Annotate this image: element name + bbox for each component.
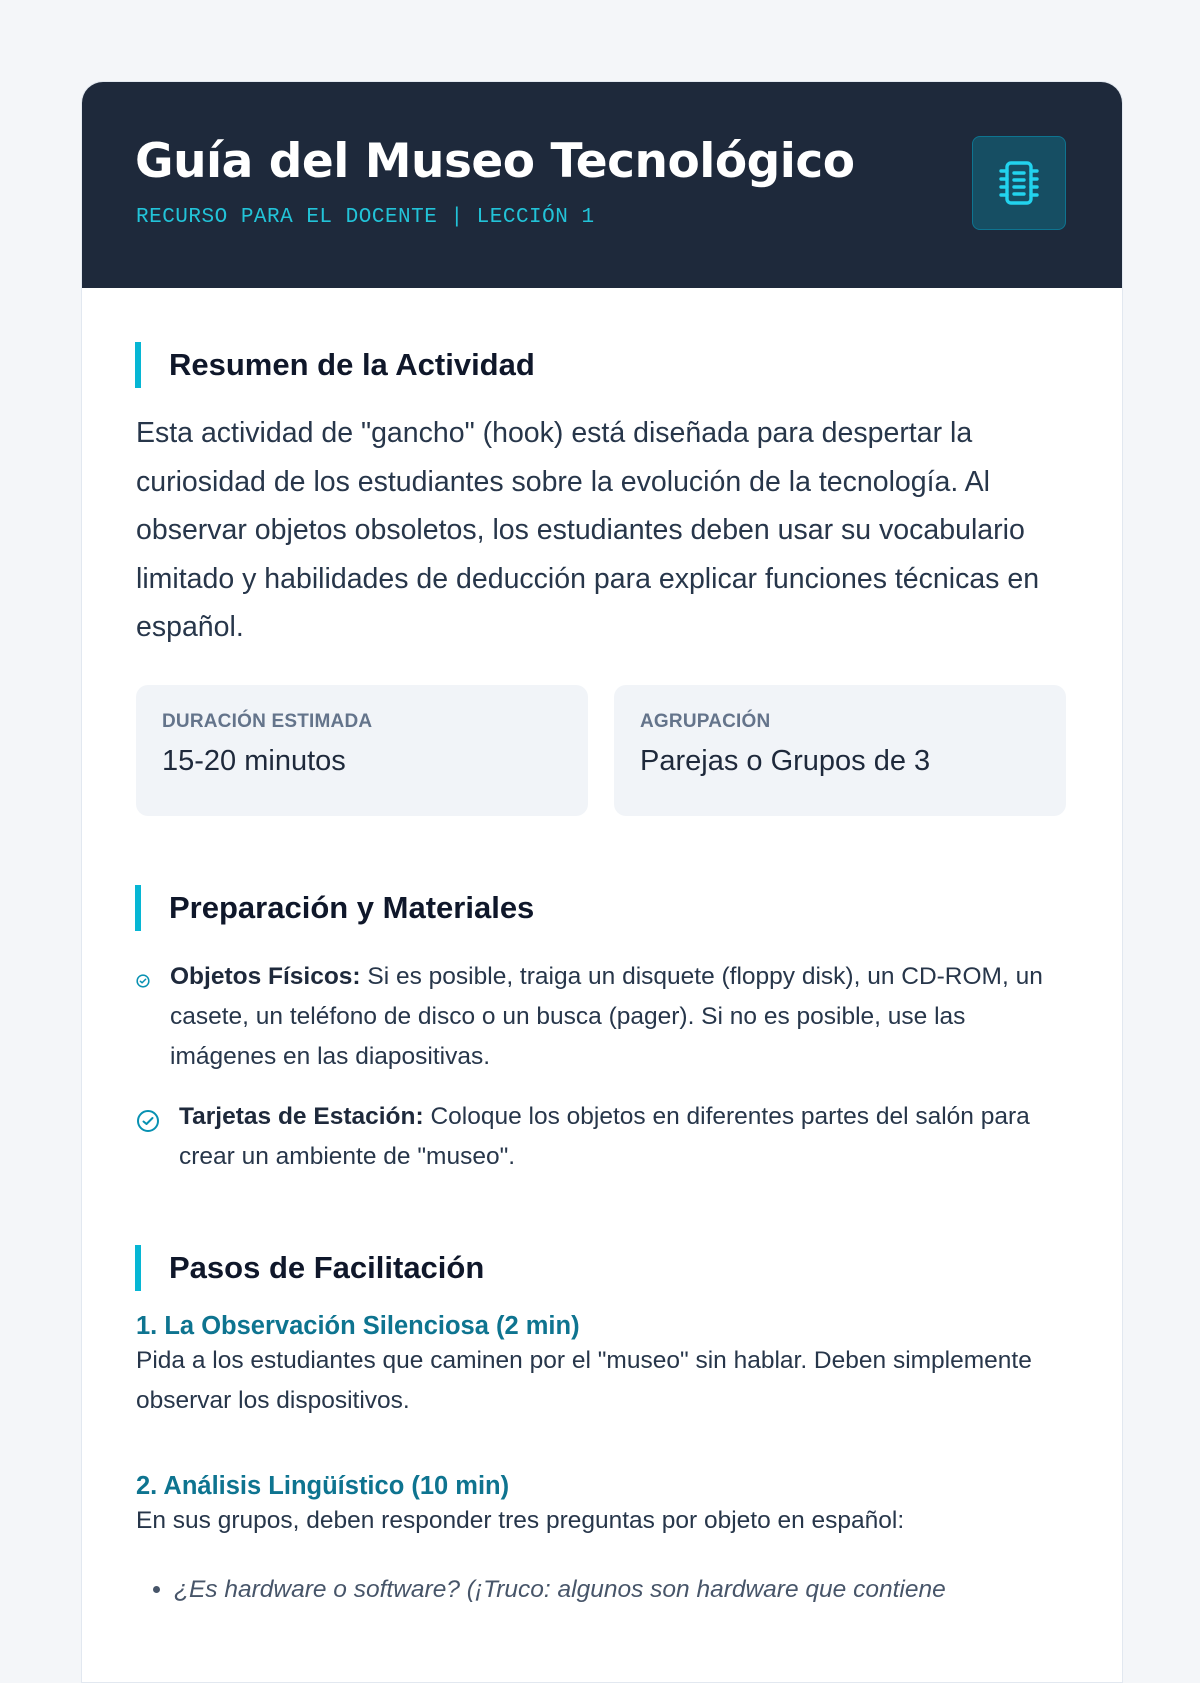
grouping-label: AGRUPACIÓN xyxy=(640,711,771,732)
material-text: Si es posible, traiga un disquete (floppy disk), un CD-ROM, un casete, un teléfono de disco o un busca (pager). Si no es posible, use las imágenes en las diapositivas. xyxy=(170,963,1043,1070)
grouping-box xyxy=(614,685,1066,816)
header xyxy=(82,82,1122,288)
question-list xyxy=(136,1570,1054,1610)
page-title: Guía del Museo Tecnológico xyxy=(135,134,855,189)
guide-card xyxy=(81,81,1123,1683)
steps-heading: Pasos de Facilitación xyxy=(135,1245,484,1291)
grouping-value: Parejas o Grupos de 3 xyxy=(640,745,931,777)
check-circle-icon xyxy=(136,1109,160,1133)
duration-label: DURACIÓN ESTIMADA xyxy=(162,711,373,732)
material-item xyxy=(170,957,1070,1077)
material-item xyxy=(179,1097,1039,1177)
step-title: 2. Análisis Lingüístico (10 min) xyxy=(136,1472,510,1500)
materials-heading: Preparación y Materiales xyxy=(135,885,534,931)
list-item: • ¿Es hardware o software? (¡Truco: algunos son hardware que contiene xyxy=(174,1570,1054,1610)
material-term: Tarjetas de Estación: xyxy=(179,1103,424,1130)
duration-box xyxy=(136,685,588,816)
material-text: Coloque los objetos en diferentes partes del salón para crear un ambiente de "museo". xyxy=(179,1103,1030,1170)
material-term: Objetos Físicos: xyxy=(170,963,361,990)
memory-chip-icon xyxy=(972,136,1066,230)
step-text: En sus grupos, deben responder tres preguntas por objeto en español: xyxy=(136,1507,905,1534)
page-subtitle: RECURSO PARA EL DOCENTE | LECCIÓN 1 xyxy=(136,206,595,229)
duration-value: 15-20 minutos xyxy=(162,745,346,777)
check-circle-icon xyxy=(136,974,150,988)
step-title: 1. La Observación Silenciosa (2 min) xyxy=(136,1312,580,1340)
summary-heading: Resumen de la Actividad xyxy=(135,342,535,388)
summary-text: Esta actividad de "gancho" (hook) está diseñada para despertar la curiosidad de los estudiantes sobre la evolución de la tecnología. Al observar objetos obsoletos, los estudiantes deben usar su vocabulario limitado y habilidades de deducción para explicar funciones técnicas en español. xyxy=(136,417,1040,643)
step-text: Pida a los estudiantes que caminen por el "museo" sin hablar. Deben simplemente observar los dispositivos. xyxy=(136,1347,1032,1414)
